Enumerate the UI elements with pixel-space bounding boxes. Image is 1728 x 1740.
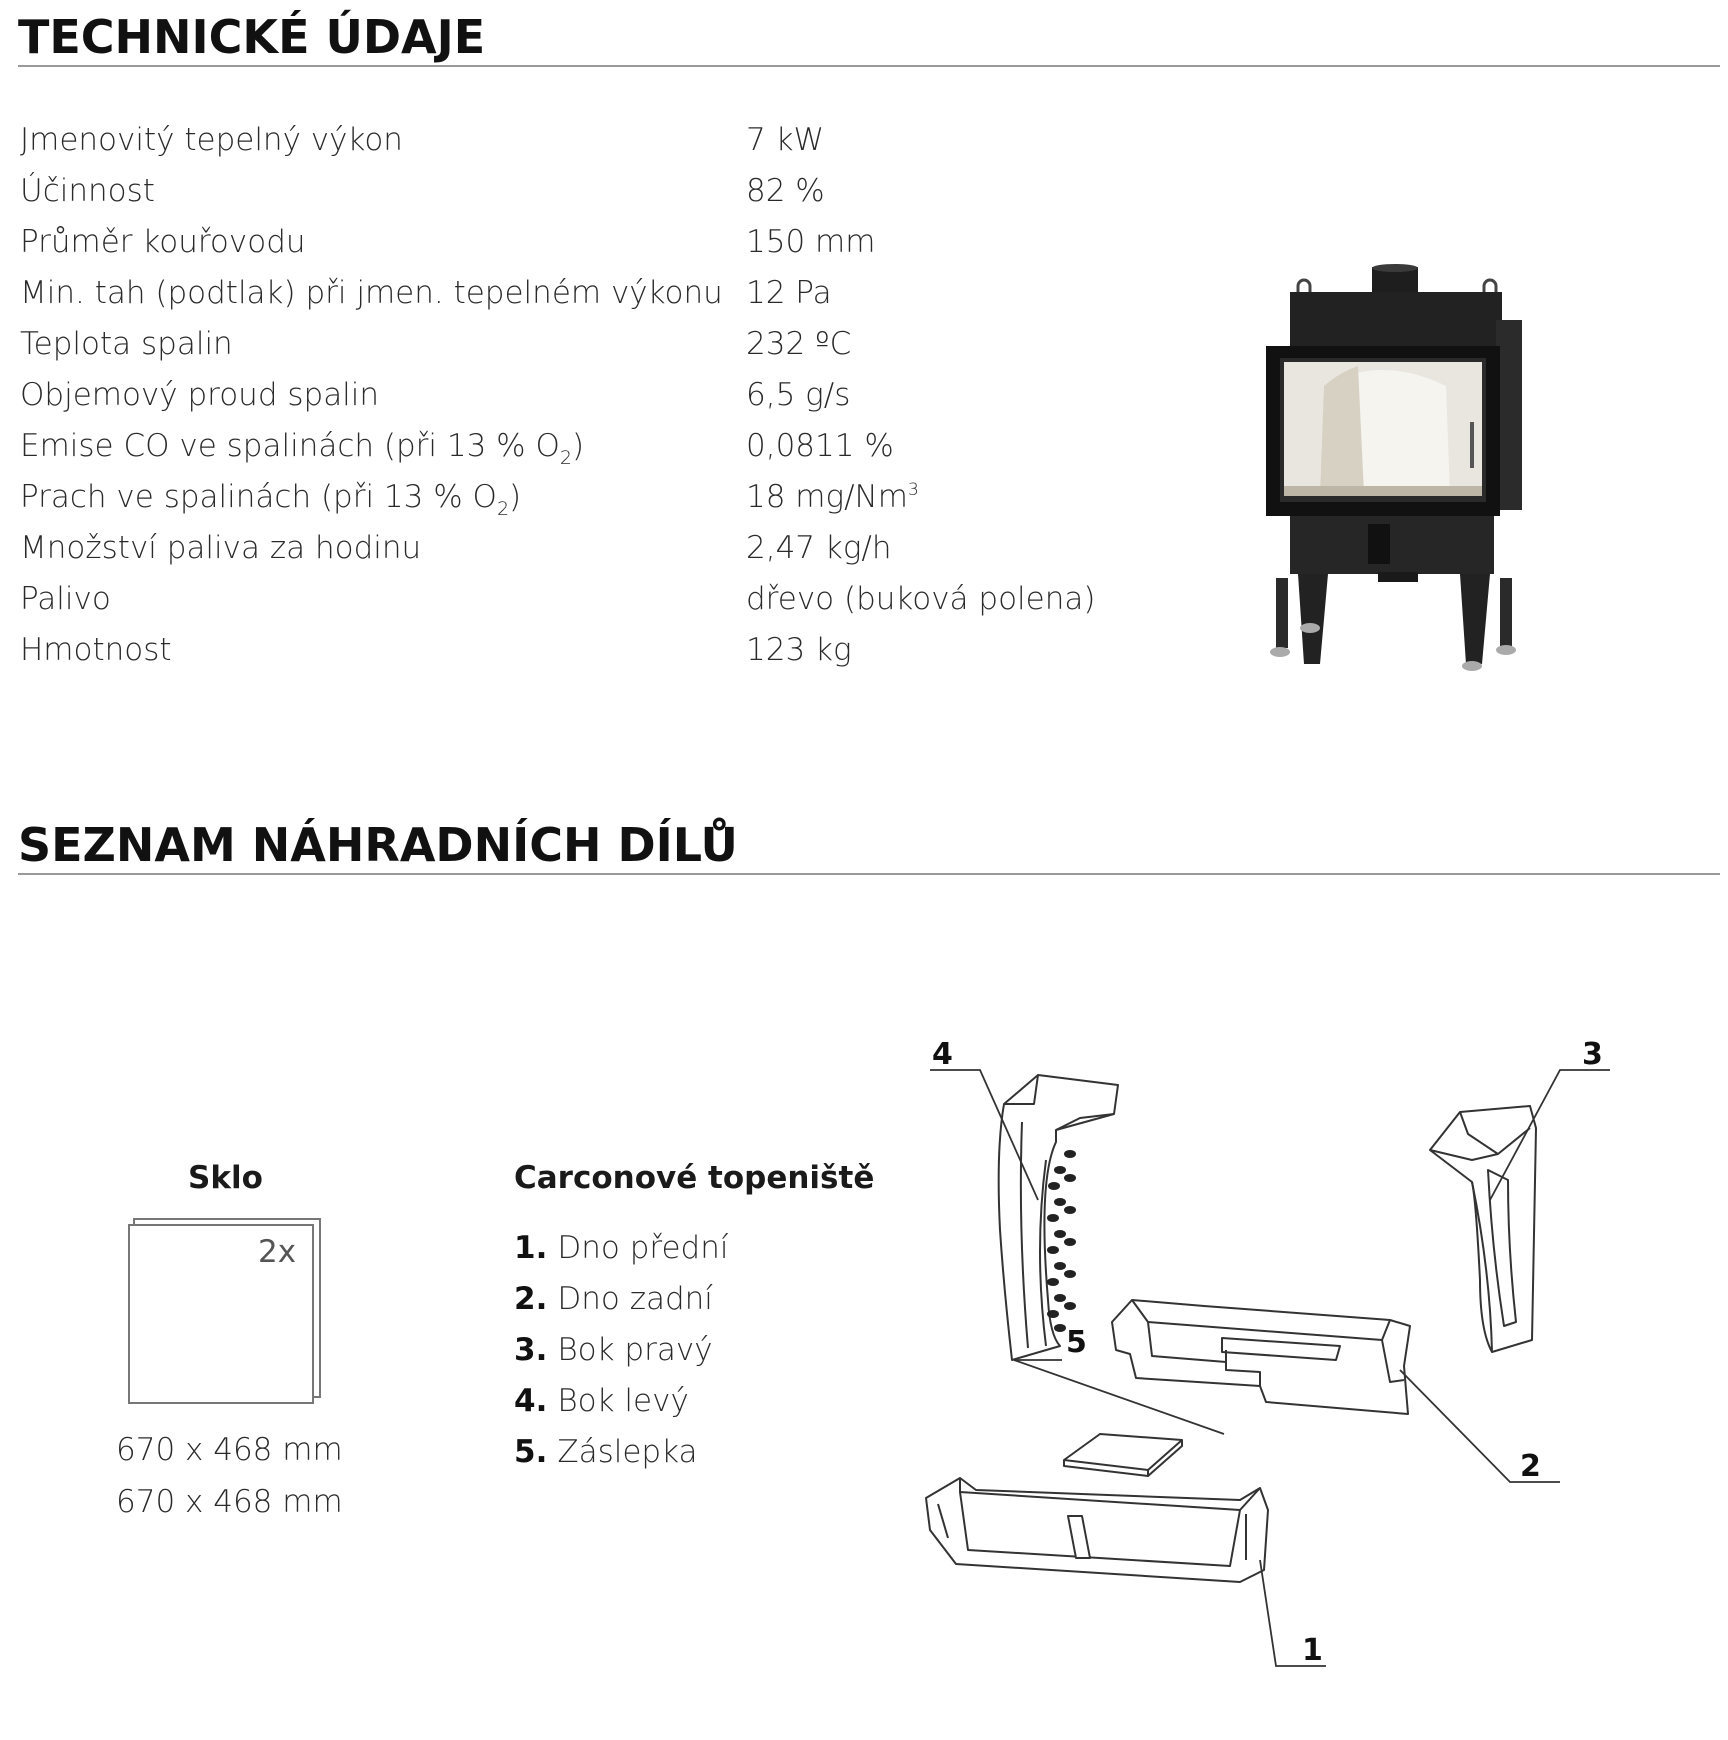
spec-row [20,224,1120,274]
spec-value: 82 % [746,173,825,209]
spec-label-text: ) [571,428,585,464]
callout-label: 1 [1302,1633,1323,1668]
part-front-bottom [926,1478,1268,1582]
spec-row [20,581,1120,631]
firebox-title: Carconové topeniště [514,1160,875,1196]
spare-parts-title: SEZNAM NÁHRADNÍCH DÍLŮ [18,818,738,872]
spec-label: Účinnost [20,173,155,209]
callout-label: 5 [1066,1325,1087,1360]
spec-label: Množství paliva za hodinu [20,530,422,566]
subscript: 2 [496,498,510,520]
spec-label: Min. tah (podtlak) při jmen. tepelném výkonu [20,275,723,311]
spec-label: Jmenovitý tepelný výkon [20,122,403,158]
item-label: Bok levý [557,1383,689,1419]
callout-label: 2 [1520,1449,1541,1484]
spec-label: Objemový proud spalin [20,377,380,413]
part-left-side [999,1075,1118,1360]
spec-row [20,632,1120,682]
stove-body [1266,264,1522,671]
spec-value: dřevo (buková polena) [746,581,1096,617]
spec-row [20,275,1120,325]
item-number: 4. [514,1383,548,1419]
glass-quantity: 2x [258,1234,297,1270]
technical-data-title: TECHNICKÉ ÚDAJE [18,10,486,64]
spec-label-text: Prach ve spalinách (při 13 % O [20,479,497,515]
list-item [514,1383,689,1419]
spec-label: Palivo [20,581,111,617]
spec-value: 0,0811 % [746,428,894,464]
firebox-exploded-diagram [920,1030,1640,1670]
spec-label [20,479,521,520]
spec-row [20,377,1120,427]
spec-value: 150 mm [746,224,876,260]
item-number: 5. [514,1434,548,1470]
item-label: Bok pravý [557,1332,713,1368]
callout-label: 4 [932,1037,953,1072]
list-item [514,1230,728,1266]
spec-label: Hmotnost [20,632,172,668]
item-label: Dno zadní [557,1281,713,1317]
glass-dimension: 670 x 468 mm [116,1432,343,1468]
item-label: Záslepka [557,1434,698,1470]
item-number: 1. [514,1230,548,1266]
spec-row [20,479,1120,529]
spec-row [20,326,1120,376]
item-number: 2. [514,1281,548,1317]
spec-label [20,428,584,469]
spec-label-text: Emise CO ve spalinách (při 13 % O [20,428,560,464]
fireplace-insert-image [1260,262,1530,672]
item-number: 3. [514,1332,548,1368]
spec-value: 232 ºC [746,326,852,362]
list-item [514,1281,713,1317]
list-item [514,1434,698,1470]
spec-row [20,530,1120,580]
spec-row [20,173,1120,223]
glass-dimension: 670 x 468 mm [116,1484,343,1520]
subscript: 2 [559,447,572,469]
part-back-bottom [1112,1300,1410,1414]
list-item [514,1332,713,1368]
item-label: Dno přední [557,1230,729,1266]
spec-row [20,122,1120,172]
part-cover-plate [1064,1434,1182,1476]
spec-label: Teplota spalin [20,326,233,362]
spec-value: 2,47 kg/h [746,530,892,566]
spec-value: 12 Pa [746,275,832,311]
spec-value [746,479,919,515]
spec-row [20,428,1120,478]
callout-label: 3 [1582,1037,1603,1072]
section-divider [18,873,1720,875]
section-divider [18,65,1720,67]
spec-value: 6,5 g/s [746,377,851,413]
spec-label-text: ) [509,479,522,515]
glass-title: Sklo [188,1160,263,1196]
superscript: 3 [907,480,919,500]
spec-label: Průměr kouřovodu [20,224,306,260]
spec-value-text: 18 mg/Nm [746,479,908,515]
spec-value: 123 kg [746,632,852,668]
spec-value: 7 kW [746,122,825,158]
